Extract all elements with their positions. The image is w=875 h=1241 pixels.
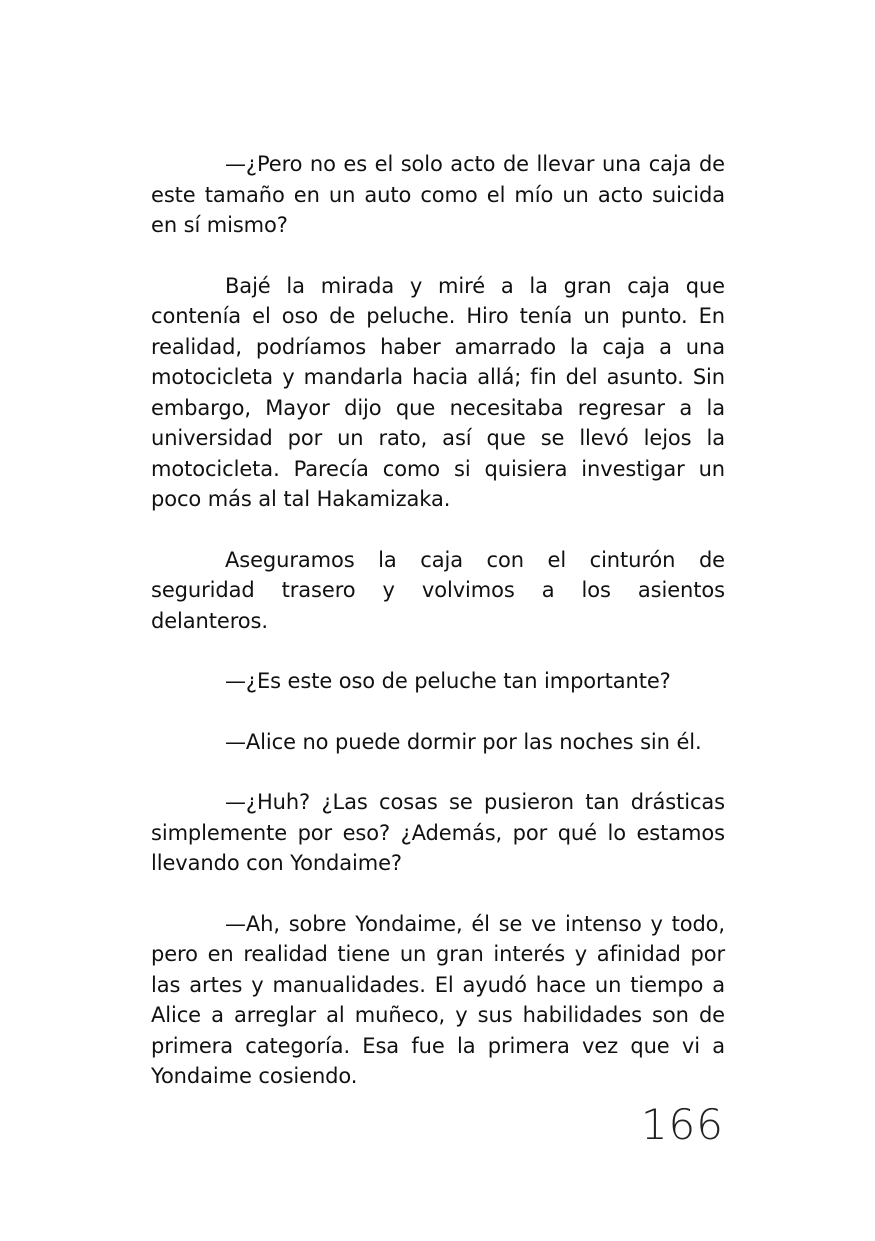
paragraph-3: Aseguramos la caja con el cinturón de seguridad trasero y volvimos a los asientos delanteros. xyxy=(151,547,725,633)
paragraph-5: —Alice no puede dormir por las noches sin él. xyxy=(225,729,702,754)
paragraph-2: Bajé la mirada y miré a la gran caja que contenía el oso de peluche. Hiro tenía un punto. En realidad, podríamos haber amarrado la caja a una motocicleta y mandarla hacia allá; fin del asunto. Sin embargo, Mayor dijo que necesitaba regresar a la universidad por un rato, así que se llevó lejos la motocicleta. Parecía como si quisiera investigar un poco más al tal Hakamizaka. xyxy=(151,273,725,511)
body-text xyxy=(151,149,725,1122)
page-number: 166 xyxy=(640,1100,724,1149)
paragraph-7: —Ah, sobre Yondaime, él se ve intenso y todo, pero en realidad tiene un gran interés y afinidad por las artes y manualidades. El ayudó hace un tiempo a Alice a arreglar al muñeco, y sus habilidades son de primera categoría. Esa fue la primera vez que vi a Yondaime cosiendo. xyxy=(151,911,725,1088)
paragraph-4: —¿Es este oso de peluche tan importante? xyxy=(225,669,671,693)
paragraph-6: —¿Huh? ¿Las cosas se pusieron tan drásticas simplemente por eso? ¿Además, por qué lo estamos llevando con Yondaime? xyxy=(151,790,725,875)
paragraph-1: —¿Pero no es el solo acto de llevar una caja de este tamaño en un auto como el mío un acto suicida en sí mismo? xyxy=(151,152,725,237)
